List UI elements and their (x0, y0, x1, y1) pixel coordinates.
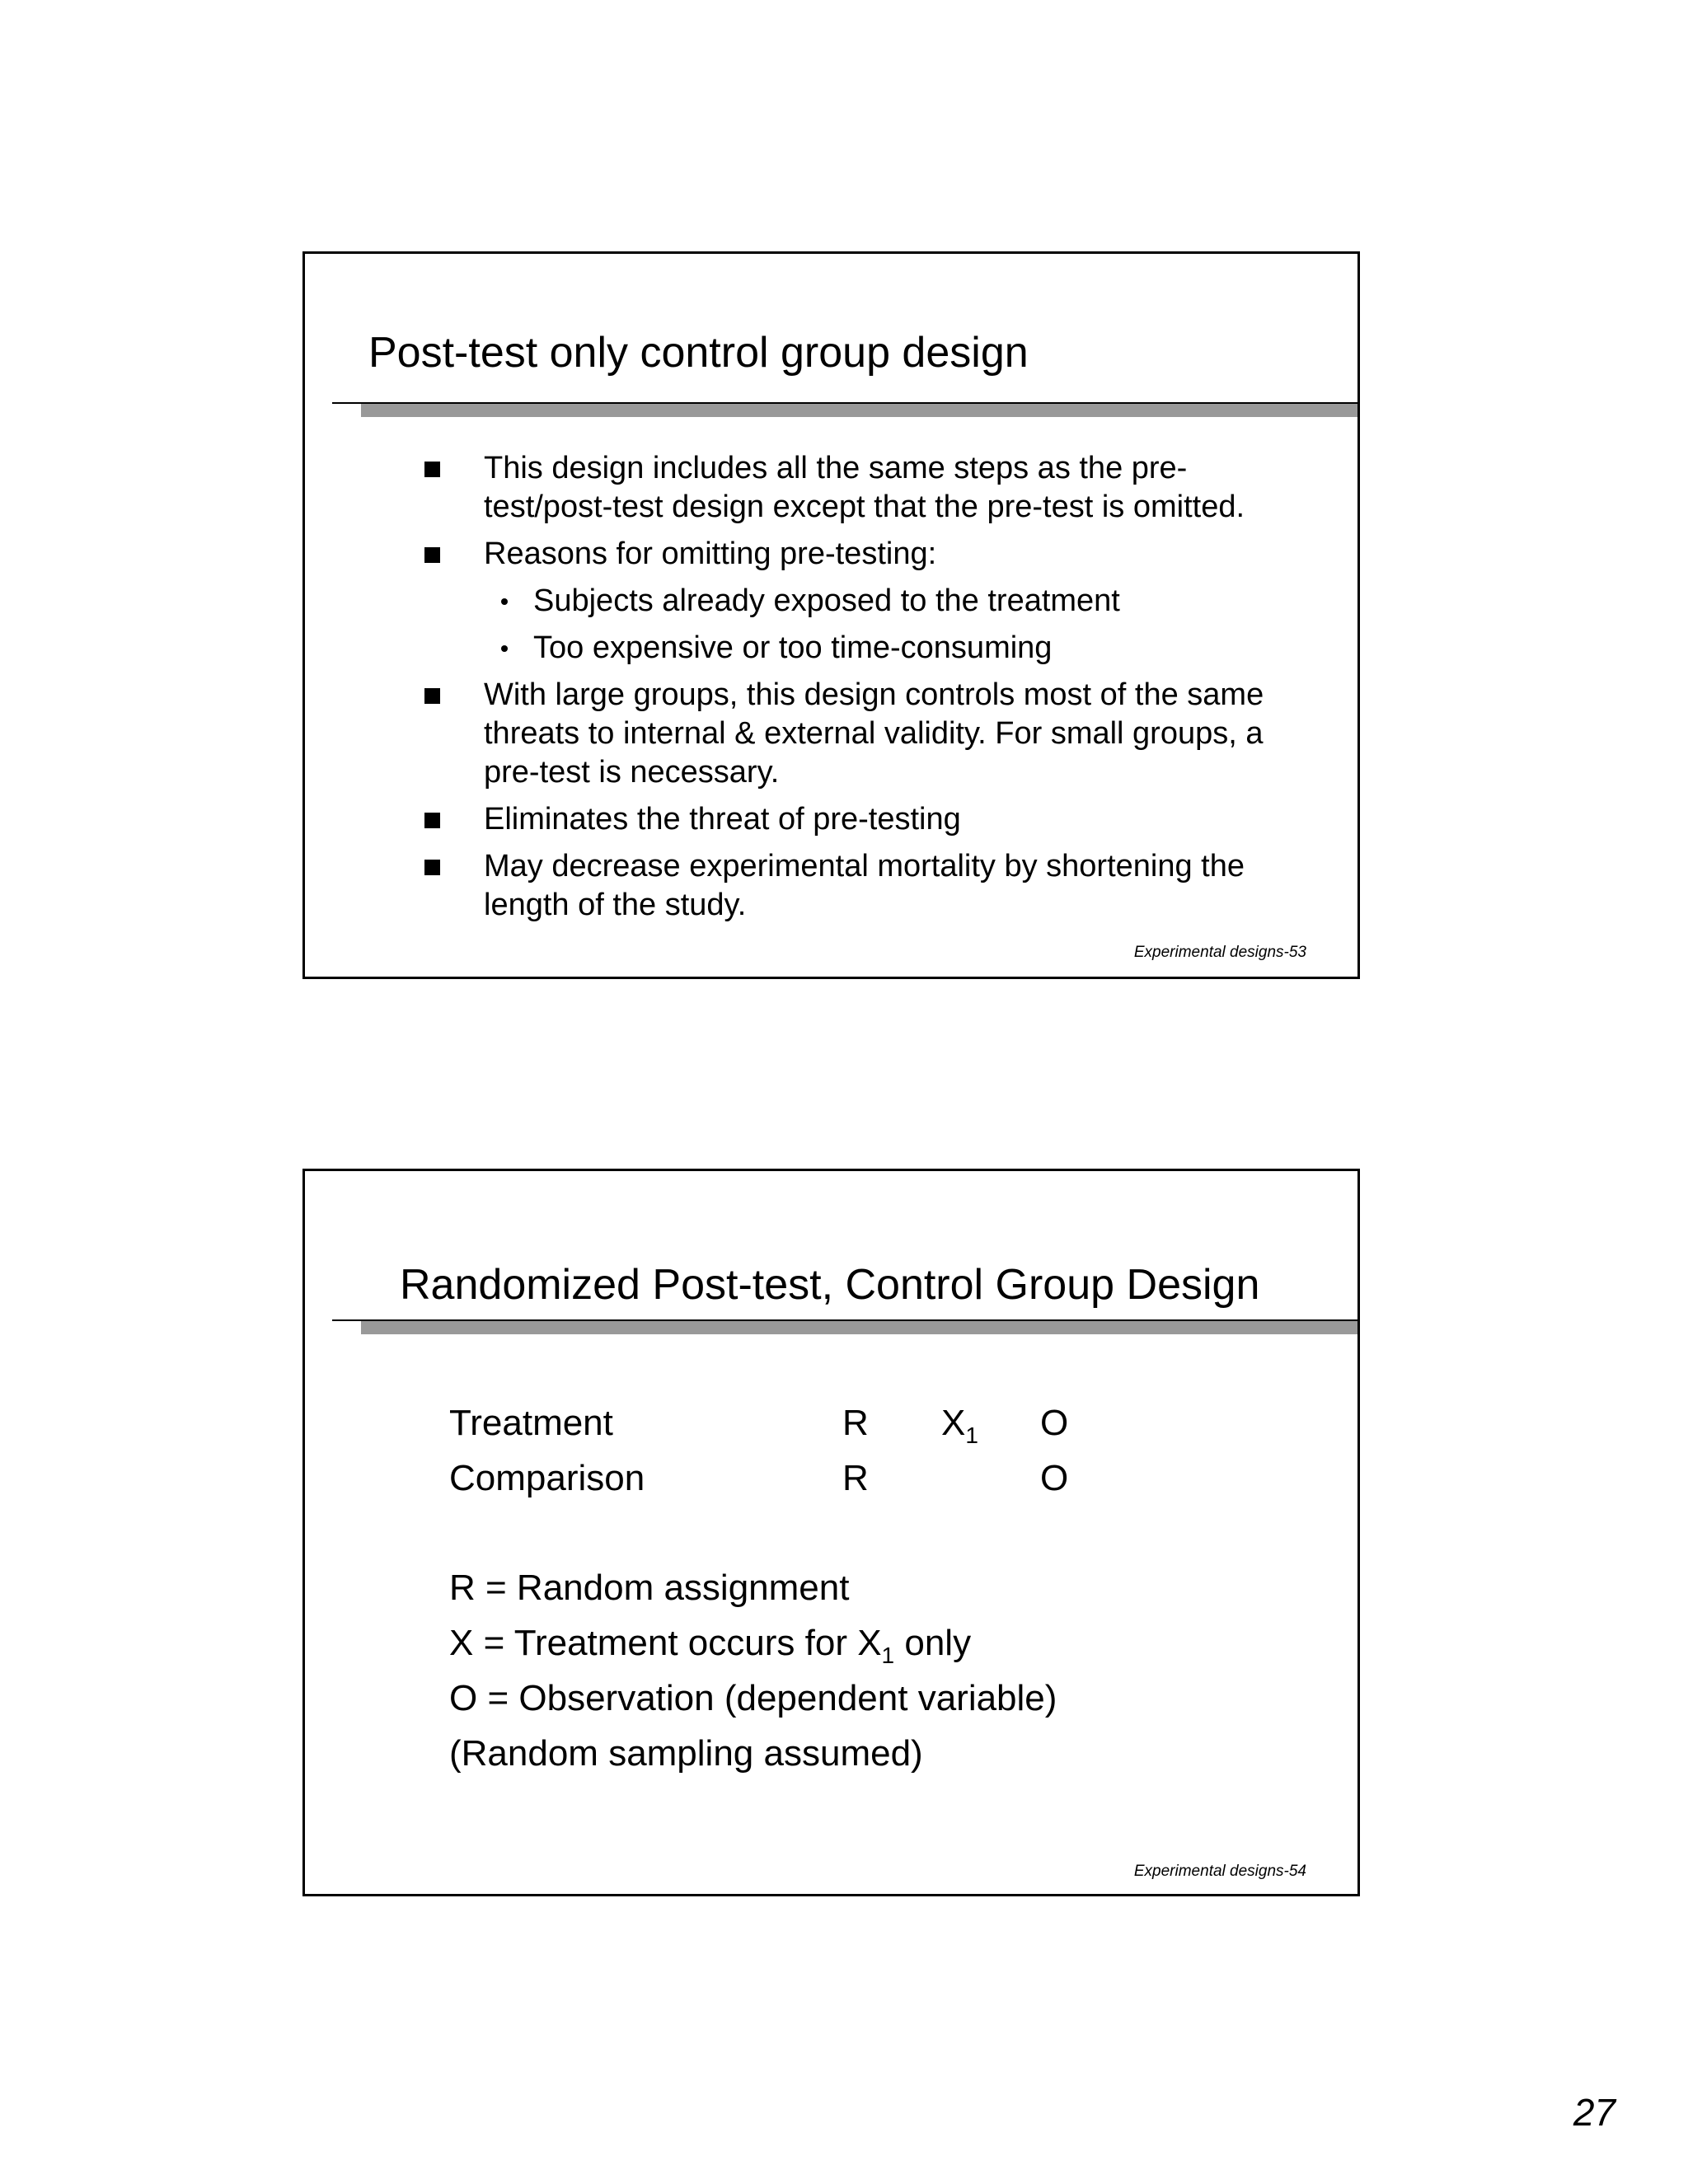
slide-title: Randomized Post-test, Control Group Design (400, 1261, 1260, 1309)
observation-symbol: O (1040, 1458, 1069, 1498)
bullet-item (424, 449, 1282, 527)
bullet-list (424, 449, 1282, 933)
square-bullet-icon (424, 462, 440, 477)
square-bullet-icon (424, 813, 440, 828)
bullet-text: May decrease experimental mortality by shortening the length of the study. (484, 849, 1245, 922)
slide-54 (302, 1169, 1360, 1896)
legend-r: R = Random assignment (449, 1568, 850, 1608)
title-divider-bar (361, 1321, 1357, 1334)
bullet-text: This design includes all the same steps as the pre-test/post-test design except that the pre-test is omitted. (484, 451, 1245, 524)
dot-bullet-icon (501, 645, 508, 652)
bullet-text: Eliminates the threat of pre-testing (484, 802, 961, 837)
legend-o: O = Observation (dependent variable) (449, 1678, 1057, 1718)
random-symbol: R (842, 1458, 869, 1498)
legend-note: (Random sampling assumed) (449, 1733, 923, 1774)
legend-x: X = Treatment occurs for $X_1$ only (449, 1623, 972, 1668)
slide-title: Post-test only control group design (368, 329, 1029, 377)
bullet-item (424, 800, 1282, 839)
random-symbol: R (842, 1403, 869, 1443)
slide-footer: Experimental designs-54 (1133, 1863, 1306, 1880)
sub-bullet-list (484, 582, 1282, 668)
sub-bullet-item (484, 629, 1282, 668)
title-divider-bar (361, 404, 1357, 417)
dot-bullet-icon (501, 598, 508, 605)
bullet-text: With large groups, this design controls most of the same threats to internal & external validity. For small groups, a pre-test is necessary. (484, 677, 1264, 790)
sub-bullet-item (484, 582, 1282, 621)
bullet-text: Reasons for omitting pre-testing: (484, 537, 937, 571)
square-bullet-icon (424, 860, 440, 875)
bullet-item (424, 676, 1282, 792)
group-label: Treatment (449, 1403, 613, 1443)
group-label: Comparison (449, 1458, 645, 1498)
square-bullet-icon (424, 547, 440, 563)
bullet-item (424, 535, 1282, 668)
sub-bullet-text: Subjects already exposed to the treatment (533, 583, 1120, 618)
slide-footer: Experimental designs-53 (1133, 944, 1306, 961)
observation-symbol: O (1040, 1403, 1069, 1443)
sub-bullet-text: Too expensive or too time-consuming (533, 630, 1053, 665)
treatment-symbol: $X_1$ (941, 1403, 978, 1448)
square-bullet-icon (424, 688, 440, 704)
slide-53 (302, 251, 1360, 979)
bullet-item (424, 847, 1282, 925)
notation-legend (449, 1560, 1057, 1781)
page-number: 27 (1573, 2091, 1615, 2134)
